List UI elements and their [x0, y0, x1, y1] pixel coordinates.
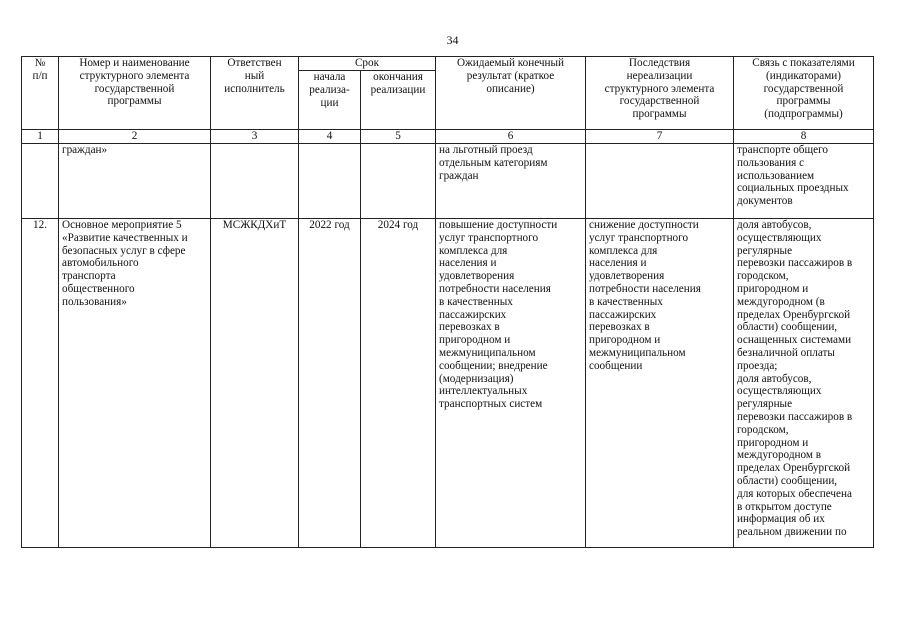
start-year — [299, 144, 361, 219]
column-number: 7 — [586, 130, 734, 144]
element-name: Основное мероприятие 5 «Развитие качественных и безопасных услуг в сфере автомобильного транспорта общественного пользования» — [59, 219, 211, 548]
column-number: 8 — [734, 130, 874, 144]
header-executor: Ответствен ный исполнитель — [211, 57, 299, 130]
column-number: 3 — [211, 130, 299, 144]
executor: МСЖКДХиТ — [211, 219, 299, 548]
header-end: окончания реализации — [361, 71, 436, 130]
header-term: Срок — [299, 57, 436, 71]
table-row — [22, 219, 874, 548]
expected-result: на льготный проезд отдельным категориям граждан — [436, 144, 586, 219]
row-number — [22, 144, 59, 219]
header-element-name: Номер и наименование структурного элемента государственной программы — [59, 57, 211, 130]
end-year: 2024 год — [361, 219, 436, 548]
program-table — [21, 56, 874, 548]
header-consequences: Последствия нереализации структурного элемента государственной программы — [586, 57, 734, 130]
header-row — [22, 57, 874, 71]
end-year — [361, 144, 436, 219]
start-year: 2022 год — [299, 219, 361, 548]
header-expected-result: Ожидаемый конечный результат (краткое описание) — [436, 57, 586, 130]
column-number: 6 — [436, 130, 586, 144]
indicators: доля автобусов, осуществляющих регулярные перевозки пассажиров в городском, пригородном и междугородном (в пределах Оренбургской области) сообщении, оснащенных системами безналичной оплаты проезда; доля автобусов, осуществляющих регулярные перевозки пассажиров в городском, пригородном и междугородном в пределах Оренбургской области) сообщении, для которых обеспечена в открытом доступе информация об их реальном движении по — [734, 219, 874, 548]
page-number: 34 — [446, 33, 459, 47]
executor — [211, 144, 299, 219]
column-number: 4 — [299, 130, 361, 144]
consequence: снижение доступности услуг транспортного комплекса для населения и удовлетворения потребности населения в качественных пассажирских перевозках в пригородном и межмуниципальном сообщении — [586, 219, 734, 548]
column-number: 5 — [361, 130, 436, 144]
column-numbers-row — [22, 130, 874, 144]
table-row — [22, 144, 874, 219]
header-indicators: Связь с показателями (индикаторами) государственной программы (подпрограммы) — [734, 57, 874, 130]
header-start: начала реализа- ции — [299, 71, 361, 130]
row-number: 12. — [22, 219, 59, 548]
column-number: 1 — [22, 130, 59, 144]
element-name: граждан» — [59, 144, 211, 219]
header-num: № п/п — [22, 57, 59, 130]
column-number: 2 — [59, 130, 211, 144]
expected-result: повышение доступности услуг транспортного комплекса для населения и удовлетворения потребности населения в качественных пассажирских перевозках в пригородном и межмуниципальном сообщении; внедрение (модернизация) интеллектуальных транспортных систем — [436, 219, 586, 548]
consequence — [586, 144, 734, 219]
indicators: транспорте общего пользования с использованием социальных проездных документов — [734, 144, 874, 219]
